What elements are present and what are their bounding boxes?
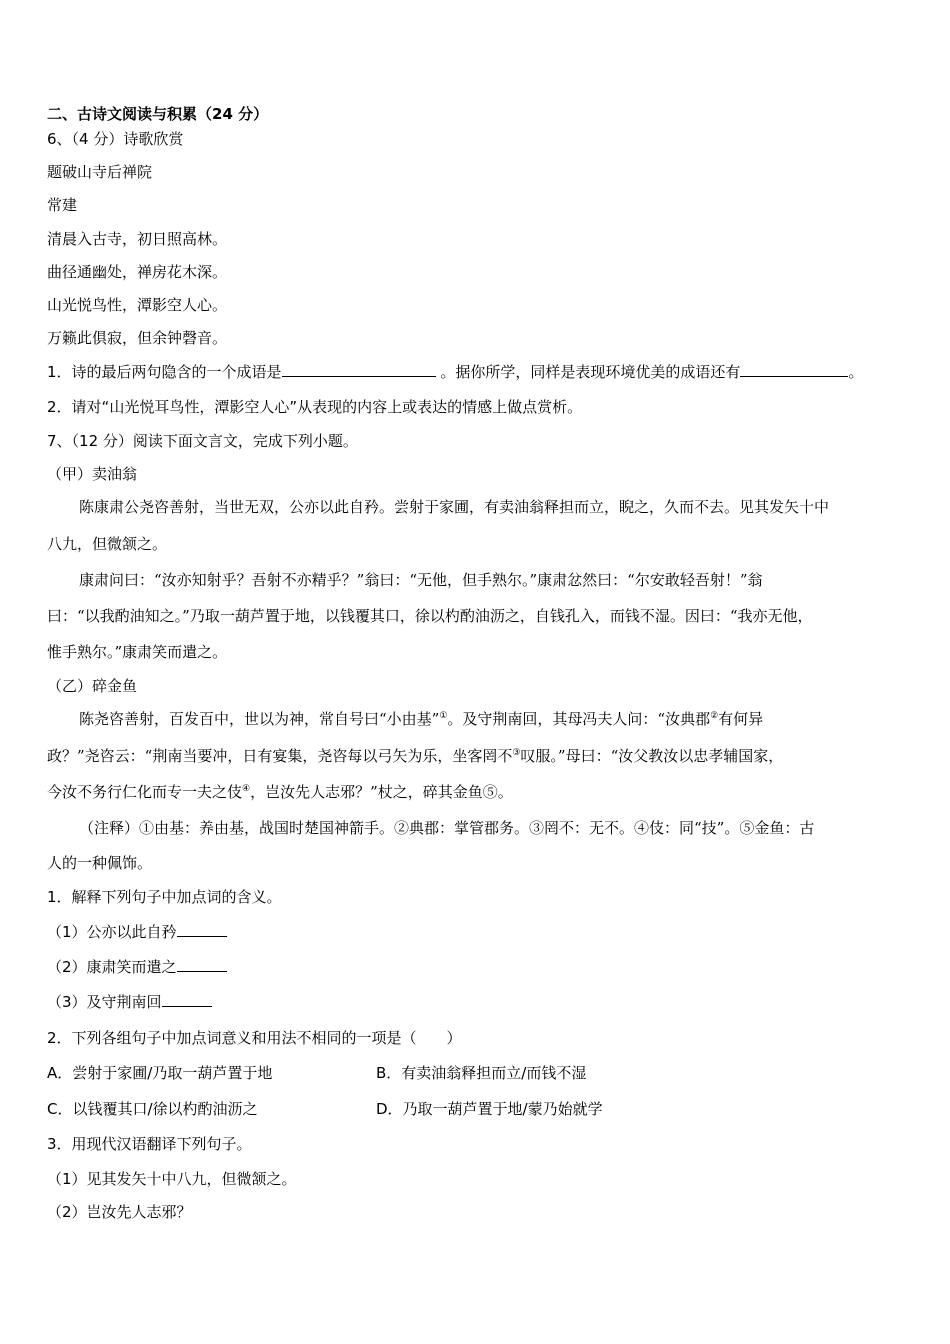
q7-sub1: 1．解释下列句子中加点词的含义。 [47, 888, 282, 906]
q7-sub1-item1 [47, 921, 227, 942]
section-title: 二、古诗文阅读与积累（24 分） [47, 105, 269, 123]
jia-p2-line3: 惟手熟尔。”康肃笑而遣之。 [47, 643, 228, 661]
yi-title: （乙）碎金鱼 [47, 677, 138, 695]
q6-sub1-text-b: 。据你所学，同样是表现环境优美的成语还有 [440, 363, 741, 381]
q6-sub2: 2．请对“山光悦耳鸟性，潭影空人心”从表现的内容上或表达的情感上做点赏析。 [47, 398, 583, 416]
q7-sub3-item2: （2）岂汝先人志邪？ [47, 1203, 192, 1221]
q7-sub1-item3 [47, 991, 212, 1012]
q6-sub1-text-a: 1．诗的最后两句隐含的一个成语是 [47, 363, 282, 381]
yi-line1-c: 有何异 [718, 710, 764, 728]
q7-sub1-item3-text: （3）及守荆南回 [47, 993, 162, 1011]
poem-line-3: 山光悦鸟性，潭影空人心。 [47, 296, 228, 314]
footnote-mark: ② [710, 711, 719, 721]
notes-line2: 人的一种佩饰。 [47, 854, 153, 872]
poem-line-2: 曲径通幽处，禅房花木深。 [47, 263, 228, 281]
q6-sub1-text-c: 。 [848, 363, 864, 381]
yi-line1-b: 。及守荆南回，其母冯夫人问：“汝典郡 [447, 710, 711, 728]
jia-p1-line2: 八九，但微颔之。 [47, 535, 168, 553]
jia-p2-line2: 曰：“以我酌油知之。”乃取一葫芦置于地，以钱覆其口，徐以杓酌油沥之，自钱孔入，而钱不湿。因曰：“我亦无他， [47, 607, 813, 625]
q7-sub3: 3．用现代汉语翻译下列句子。 [47, 1135, 252, 1153]
yi-line1-a: 陈尧咨善射，百发百中，世以为神，常自号曰“小由基” [79, 710, 440, 728]
yi-line3-b: ，岂汝先人志邪？”杖之，碎其金鱼⑤。 [250, 783, 513, 801]
footnote-mark: ① [439, 711, 448, 721]
q6-header: 6、（4 分）诗歌欣赏 [47, 130, 184, 148]
answer-blank[interactable] [177, 957, 227, 972]
poem-title: 题破山寺后禅院 [47, 163, 153, 181]
answer-blank[interactable] [740, 362, 848, 377]
yi-line3-a: 今汝不务行仁化而专一夫之伎 [47, 783, 243, 801]
poem-line-1: 清晨入古寺，初日照高林。 [47, 230, 228, 248]
option-b: B．有卖油翁释担而立/而钱不湿 [376, 1064, 587, 1082]
option-d: D．乃取一葫芦置于地/蒙乃始就学 [376, 1100, 603, 1118]
q7-sub2: 2．下列各组句子中加点词意义和用法不相同的一项是（ ） [47, 1029, 462, 1047]
yi-line2-a: 政？”尧咨云：“荆南当要冲，日有宴集，尧咨每以弓矢为乐，坐客罔不 [47, 747, 513, 765]
option-a: A．尝射于家圃/乃取一葫芦置于地 [47, 1064, 273, 1082]
q7-sub1-item1-text: （1）公亦以此自矜 [47, 923, 177, 941]
footnote-mark: ④ [242, 784, 251, 794]
poem-author: 常建 [47, 196, 78, 214]
answer-blank[interactable] [162, 992, 212, 1007]
jia-p1-line1: 陈康肃公尧咨善射，当世无双，公亦以此自矜。尝射于家圃，有卖油翁释担而立，睨之，久而不去。见其发矢十中 [79, 498, 830, 516]
notes-line1: （注释）①由基：养由基，战国时楚国神箭手。②典郡：掌管郡务。③罔不：无不。④伎：同“技”。⑤金鱼：古 [79, 819, 815, 837]
answer-blank[interactable] [282, 362, 436, 377]
q7-sub1-item2 [47, 956, 227, 977]
q7-header: 7、（12 分）阅读下面文言文，完成下列小题。 [47, 432, 358, 450]
q7-sub3-item1: （1）见其发矢十中八九，但微颔之。 [47, 1170, 297, 1188]
q6-sub1 [47, 361, 863, 382]
option-c: C．以钱覆其口/徐以杓酌油沥之 [47, 1100, 258, 1118]
yi-line3 [47, 781, 513, 802]
footnote-mark: ③ [512, 748, 521, 758]
q7-sub1-item2-text: （2）康肃笑而遣之 [47, 958, 177, 976]
yi-line1 [79, 708, 763, 729]
jia-p2-line1: 康肃问曰：“汝亦知射乎？吾射不亦精乎？”翁曰：“无他，但手熟尔。”康肃忿然曰：“尔安敢轻吾射！”翁 [79, 571, 763, 589]
jia-title: （甲）卖油翁 [47, 465, 138, 483]
poem-line-4: 万籁此俱寂，但余钟磬音。 [47, 329, 228, 347]
answer-blank[interactable] [177, 922, 227, 937]
yi-line2-b: 叹服。”母曰：“汝父教汝以忠孝辅国家， [520, 747, 784, 765]
yi-line2 [47, 745, 783, 766]
